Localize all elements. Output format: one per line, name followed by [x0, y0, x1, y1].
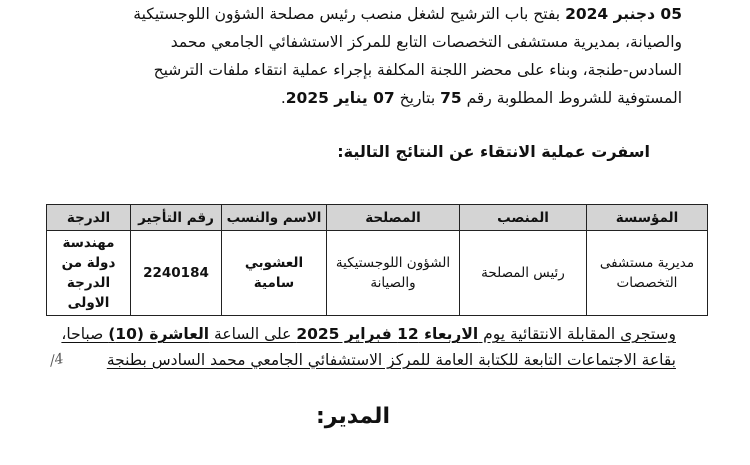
director-signature-label: المدير:	[315, 404, 390, 429]
intro-line-1-text: بفتح باب الترشيح لشغل منصب رئيس مصلحة الشؤون اللوجستيكية	[133, 5, 566, 23]
intro-line-3: السادس-طنجة، وبناء على محضر اللجنة المكلفة بإجراء عملية انتقاء ملفات الترشيح	[153, 61, 682, 79]
intro-paragraph	[60, 0, 682, 112]
minutes-date: 07 يناير 2025	[285, 89, 395, 107]
header-position: المنصب	[460, 205, 587, 231]
cell-position: رئيس المصلحة	[460, 231, 587, 316]
interview-line-1-end: صباحا،	[61, 325, 109, 343]
interview-time: العاشرة (10)	[108, 325, 210, 343]
header-grade: الدرجة	[47, 205, 131, 231]
cell-service: الشؤون اللوجستيكية والصيانة	[327, 231, 460, 316]
handwritten-annotation: 4/	[48, 350, 66, 370]
cell-institution: مديرية مستشفى التخصصات	[587, 231, 708, 316]
interview-paragraph	[56, 321, 676, 373]
call-date: 05 دجنبر 2024	[565, 5, 682, 23]
results-heading: اسفرت عملية الانتقاء عن النتائج التالية:	[337, 142, 650, 161]
interview-line-1-text: وستجرى المقابلة الانتقائية يوم	[478, 325, 676, 343]
cell-grade: مهندسة دولة من الدرجة الاولى	[47, 231, 131, 316]
cell-payroll: 2240184	[131, 231, 222, 316]
results-table	[46, 204, 708, 316]
header-service: المصلحة	[327, 205, 460, 231]
intro-line-4-text: المستوفية للشروط المطلوبة رقم	[461, 89, 682, 107]
interview-line-1	[56, 321, 676, 347]
minutes-number: 75	[440, 89, 462, 107]
header-name: الاسم والنسب	[222, 205, 327, 231]
intro-line-4-end: .	[280, 89, 286, 107]
interview-line-2: بقاعة الاجتماعات التابعة للكتابة العامة للمركز الاستشفائي الجامعي محمد السادس بطنجة	[106, 351, 676, 369]
table-header-row	[47, 205, 708, 231]
interview-date: الاربعاء 12 فبراير 2025	[296, 325, 479, 343]
table-row	[47, 231, 708, 316]
intro-line-1	[60, 0, 682, 28]
header-payroll: رقم التأجير	[131, 205, 222, 231]
intro-line-2: والصيانة، بمديرية مستشفى التخصصات التابع للمركز الاستشفائي الجامعي محمد	[170, 33, 682, 51]
interview-line-1-mid: على الساعة	[209, 325, 297, 343]
cell-name: العشوبي سامية	[222, 231, 327, 316]
intro-line-4-mid: بتاريخ	[394, 89, 441, 107]
intro-line-4	[60, 84, 682, 112]
header-institution: المؤسسة	[587, 205, 708, 231]
